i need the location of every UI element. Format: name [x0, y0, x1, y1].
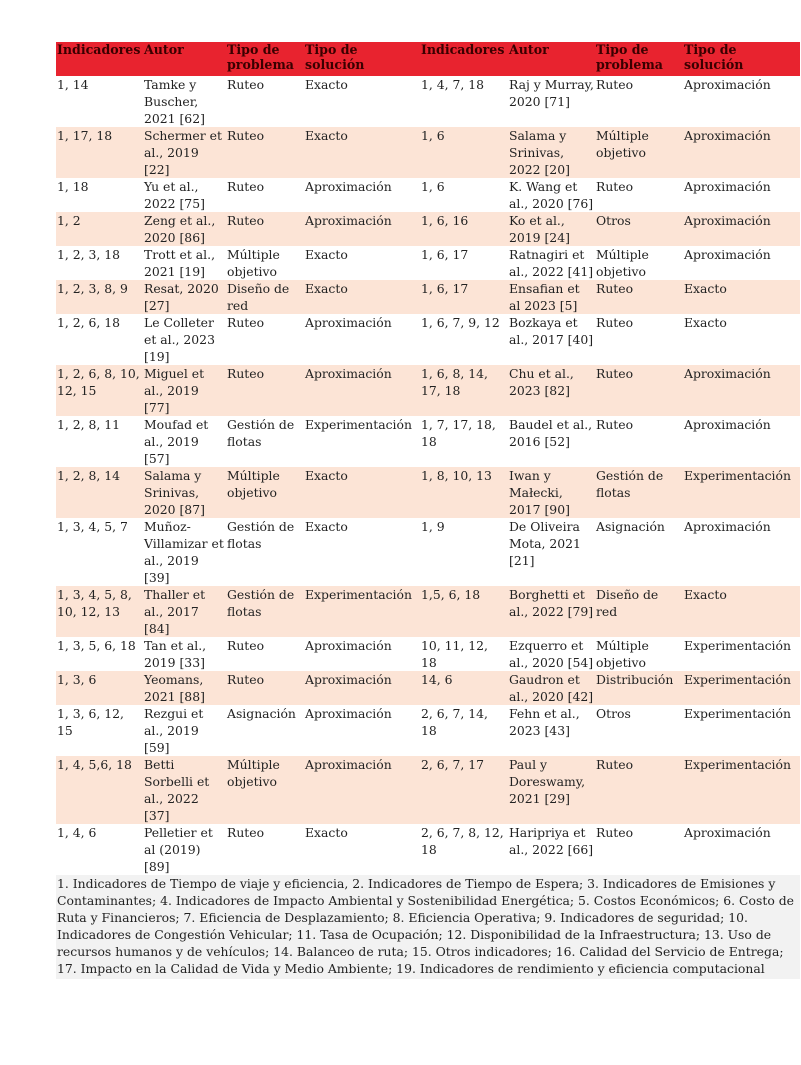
- cell-indicadores: 1, 6, 17: [420, 246, 508, 280]
- cell-tipo-solucion: Aproximación: [304, 314, 420, 365]
- table-row: [56, 365, 800, 416]
- cell-tipo-solucion: Exacto: [304, 76, 420, 127]
- cell-tipo-problema: Gestión de flotas: [226, 518, 304, 586]
- cell-tipo-problema: Múltiple objetivo: [226, 467, 304, 518]
- cell-indicadores: 2, 6, 7, 8, 12, 18: [420, 824, 508, 875]
- cell-autor: Iwan y Małecki, 2017 [90]: [508, 467, 595, 518]
- cell-autor: Gaudron et al., 2020 [42]: [509, 672, 594, 704]
- cell-autor: Betti Sorbelli et al., 2022 [37]: [143, 756, 226, 824]
- cell-tipo-problema: Gestión de flotas: [595, 467, 683, 518]
- cell-indicadores: 1, 6: [420, 127, 508, 178]
- cell-tipo-problema: Ruteo: [595, 76, 683, 127]
- cell-autor: Thaller et al., 2017 [84]: [143, 586, 226, 637]
- cell-tipo-problema: Ruteo: [226, 671, 304, 705]
- table-row: [56, 518, 800, 586]
- cell-tipo-solucion: Aproximación: [304, 671, 420, 705]
- cell-tipo-solucion: Experimentación: [683, 756, 800, 824]
- cell-autor: Le Colleter et al., 2023 [19]: [143, 314, 226, 365]
- cell-tipo-problema: Distribución: [595, 671, 683, 705]
- cell-autor: Muñoz-Villamizar et al., 2019 [39]: [143, 518, 226, 586]
- table-body: [56, 76, 800, 875]
- cell-autor: Schermer et al., 2019 [22]: [143, 127, 226, 178]
- cell-indicadores: 1, 7, 17, 18, 18: [420, 416, 508, 467]
- cell-indicadores: 1, 6, 8, 14, 17, 18: [420, 365, 508, 416]
- cell-tipo-solucion: Exacto: [304, 246, 420, 280]
- cell-autor: Tan et al., 2019 [33]: [143, 637, 226, 671]
- cell-tipo-problema: Gestión de flotas: [226, 416, 304, 467]
- cell-indicadores: 1, 3, 6, 12, 15: [56, 705, 143, 756]
- cell-tipo-problema: Ruteo: [226, 76, 304, 127]
- header-row: [56, 42, 800, 76]
- cell-tipo-solucion: Exacto: [304, 280, 420, 314]
- table-row: [56, 637, 800, 671]
- table-row: [56, 586, 800, 637]
- cell-tipo-problema: Diseño de red: [595, 586, 683, 637]
- cell-autor: Pelletier et al (2019) [89]: [143, 824, 226, 875]
- cell-tipo-problema: Ruteo: [226, 178, 304, 212]
- cell-indicadores: 1, 2, 8, 11: [56, 416, 143, 467]
- cell-indicadores: 1, 3, 6: [56, 671, 143, 705]
- header-autor-left: Autor: [143, 42, 226, 76]
- cell-tipo-problema: Ruteo: [226, 637, 304, 671]
- cell-indicadores: 1, 2, 3, 18: [56, 246, 143, 280]
- table-row: [56, 467, 800, 518]
- cell-autor: Ko et al., 2019 [24]: [508, 212, 595, 246]
- cell-tipo-problema: Ruteo: [226, 127, 304, 178]
- cell-autor: Paul y Doreswamy, 2021 [29]: [508, 756, 595, 824]
- cell-tipo-problema: Ruteo: [595, 365, 683, 416]
- cell-indicadores: 1, 9: [420, 518, 508, 586]
- cell-autor: Salama y Srinivas, 2020 [87]: [143, 467, 226, 518]
- cell-autor: Resat, 2020 [27]: [143, 280, 226, 314]
- cell-tipo-solucion: Exacto: [304, 824, 420, 875]
- table-row: [56, 824, 800, 875]
- cell-autor: Borghetti et al., 2022 [79]: [508, 586, 595, 637]
- cell-tipo-problema: Ruteo: [595, 178, 683, 212]
- cell-tipo-solucion: Aproximación: [683, 365, 800, 416]
- cell-autor: Moufad et al., 2019 [57]: [143, 416, 226, 467]
- cell-tipo-problema: Ruteo: [226, 212, 304, 246]
- header-indicadores-left: Indicadores: [56, 42, 143, 76]
- cell-autor: K. Wang et al., 2020 [76]: [509, 179, 594, 211]
- header-autor-right: Autor: [508, 42, 595, 76]
- cell-tipo-solucion: Aproximación: [683, 178, 800, 212]
- cell-autor: Ratnagiri et al., 2022 [41]: [509, 247, 594, 279]
- cell-tipo-solucion: Exacto: [683, 280, 800, 314]
- cell-autor: Salama y Srinivas, 2022 [20]: [508, 127, 595, 178]
- cell-tipo-solucion: Experimentación: [304, 416, 420, 467]
- cell-autor: Baudel et al., 2016 [52]: [508, 416, 595, 467]
- cell-autor: Miguel et al., 2019 [77]: [143, 365, 226, 416]
- cell-tipo-solucion: Aproximación: [304, 178, 420, 212]
- cell-autor: Zeng et al., 2020 [86]: [143, 212, 226, 246]
- cell-autor: Haripriya et al., 2022 [66]: [508, 824, 595, 875]
- cell-indicadores: 1, 2, 3, 8, 9: [56, 280, 143, 314]
- cell-indicadores: 1, 3, 4, 5, 7: [56, 518, 143, 586]
- cell-tipo-solucion: Aproximación: [683, 127, 800, 178]
- cell-tipo-solucion: Aproximación: [304, 212, 420, 246]
- cell-tipo-solucion: Exacto: [304, 518, 420, 586]
- cell-tipo-problema: Múltiple objetivo: [595, 246, 683, 280]
- table-legend: 1. Indicadores de Tiempo de viaje y eficiencia, 2. Indicadores de Tiempo de Espera; 3. Indicadores de Emisiones y Contaminantes; 4. Indicadores de Impacto Ambiental y Sostenibilidad Energética; 5. Costos Económicos; 6. Costo de Ruta y Financieros; 7. Eficiencia de Desplazamiento; 8. Eficiencia Operativa; 9. Indicadores de seguridad; 10. Indicadores de Congestión Vehicular; 11. Tasa de Ocupación; 12. Disponibilidad de la Infraestructura; 13. Uso de recursos humanos y de vehículos; 14. Balanceo de ruta; 15. Otros indicadores; 16. Calidad del Servicio de Entrega; 17. Impacto en la Calidad de Vida y Medio Ambiente; 19. Indicadores de rendimiento y eficiencia computacional: [56, 875, 800, 979]
- cell-tipo-solucion: Exacto: [683, 586, 800, 637]
- table-header: [56, 42, 800, 76]
- cell-tipo-solucion: Aproximación: [304, 365, 420, 416]
- header-tipo-problema-right: Tipo de problema: [595, 42, 683, 76]
- cell-tipo-problema: Ruteo: [226, 314, 304, 365]
- cell-autor: Trott et al., 2021 [19]: [143, 246, 226, 280]
- cell-indicadores: 1, 4, 5,6, 18: [56, 756, 143, 824]
- cell-tipo-solucion: Exacto: [683, 314, 800, 365]
- cell-tipo-solucion: Experimentación: [683, 705, 800, 756]
- table-row: [56, 280, 800, 314]
- cell-tipo-solucion: Aproximación: [304, 756, 420, 824]
- cell-autor: Yeomans, 2021 [88]: [143, 671, 226, 705]
- cell-tipo-problema: Diseño de red: [226, 280, 304, 314]
- cell-indicadores: 1, 14: [56, 76, 143, 127]
- cell-tipo-solucion: Experimentación: [683, 671, 800, 705]
- cell-indicadores: 2, 6, 7, 17: [420, 756, 508, 824]
- cell-indicadores: 1, 6, 17: [420, 280, 508, 314]
- cell-tipo-problema: Otros: [595, 705, 683, 756]
- cell-tipo-solucion: Aproximación: [683, 518, 800, 586]
- cell-tipo-problema: Ruteo: [226, 365, 304, 416]
- cell-autor: Ezquerro et al., 2020 [54]: [509, 638, 594, 670]
- cell-indicadores: 2, 6, 7, 14, 18: [420, 705, 508, 756]
- cell-tipo-problema: Otros: [595, 212, 683, 246]
- cell-tipo-problema: Múltiple objetivo: [595, 637, 683, 671]
- cell-tipo-solucion: Exacto: [304, 127, 420, 178]
- cell-indicadores: 1, 8, 10, 13: [420, 467, 508, 518]
- cell-tipo-solucion: Aproximación: [683, 824, 800, 875]
- cell-indicadores: 1, 4, 6: [56, 824, 143, 875]
- cell-tipo-problema: Ruteo: [595, 416, 683, 467]
- cell-tipo-problema: Múltiple objetivo: [226, 246, 304, 280]
- cell-autor: Ensafian et al 2023 [5]: [508, 280, 595, 314]
- cell-indicadores: 14, 6: [420, 671, 508, 705]
- header-indicadores-right: Indicadores: [420, 42, 508, 76]
- table-row: [56, 671, 800, 705]
- cell-tipo-solucion: Aproximación: [683, 76, 800, 127]
- cell-tipo-solucion: Experimentación: [304, 586, 420, 637]
- cell-tipo-solucion: Aproximación: [683, 246, 800, 280]
- cell-tipo-solucion: Experimentación: [683, 637, 800, 671]
- header-tipo-problema-left: Tipo de problema: [226, 42, 304, 76]
- cell-tipo-problema: Ruteo: [226, 824, 304, 875]
- cell-indicadores: 1, 18: [56, 178, 143, 212]
- cell-indicadores: 1, 2, 6, 18: [56, 314, 143, 365]
- cell-indicadores: 1, 3, 5, 6, 18: [56, 637, 143, 671]
- cell-indicadores: 1, 2, 8, 14: [56, 467, 143, 518]
- cell-tipo-problema: Ruteo: [595, 280, 683, 314]
- cell-tipo-problema: Ruteo: [595, 756, 683, 824]
- cell-indicadores: 1,5, 6, 18: [420, 586, 508, 637]
- cell-tipo-solucion: Aproximación: [304, 705, 420, 756]
- table-row: [56, 314, 800, 365]
- cell-indicadores: 10, 11, 12, 18: [420, 637, 508, 671]
- cell-autor: Rezgui et al., 2019 [59]: [143, 705, 226, 756]
- cell-tipo-solucion: Experimentación: [683, 467, 800, 518]
- cell-tipo-problema: Asignación: [595, 518, 683, 586]
- cell-indicadores: 1, 6, 16: [420, 212, 508, 246]
- table-row: [56, 705, 800, 756]
- cell-indicadores: 1, 2: [56, 212, 143, 246]
- cell-tipo-solucion: Exacto: [304, 467, 420, 518]
- cell-autor: De Oliveira Mota, 2021 [21]: [508, 518, 595, 586]
- cell-tipo-problema: Asignación: [226, 705, 304, 756]
- cell-autor: Chu et al., 2023 [82]: [508, 365, 595, 416]
- cell-indicadores: 1, 3, 4, 5, 8, 10, 12, 13: [56, 586, 143, 637]
- table-row: [56, 756, 800, 824]
- cell-indicadores: 1, 6: [420, 178, 508, 212]
- cell-indicadores: 1, 17, 18: [56, 127, 143, 178]
- cell-tipo-problema: Ruteo: [595, 824, 683, 875]
- cell-tipo-problema: Múltiple objetivo: [595, 127, 683, 178]
- header-tipo-solucion-left: Tipo de solución: [304, 42, 420, 76]
- indicators-table: [56, 42, 800, 875]
- cell-indicadores: 1, 2, 6, 8, 10, 12, 15: [56, 365, 143, 416]
- cell-tipo-problema: Ruteo: [595, 314, 683, 365]
- document-table-container: [56, 42, 800, 979]
- cell-indicadores: 1, 6, 7, 9, 12: [420, 314, 508, 365]
- table-row: [56, 76, 800, 127]
- table-row: [56, 246, 800, 280]
- cell-autor: Yu et al., 2022 [75]: [143, 178, 226, 212]
- cell-autor: Bozkaya et al., 2017 [40]: [508, 314, 595, 365]
- cell-autor: Raj y Murray, 2020 [71]: [508, 76, 595, 127]
- cell-tipo-problema: Múltiple objetivo: [226, 756, 304, 824]
- table-row: [56, 212, 800, 246]
- table-row: [56, 416, 800, 467]
- cell-autor: Tamke y Buscher, 2021 [62]: [143, 76, 226, 127]
- table-row: [56, 178, 800, 212]
- cell-tipo-solucion: Aproximación: [304, 637, 420, 671]
- table-row: [56, 127, 800, 178]
- cell-autor: Fehn et al., 2023 [43]: [508, 705, 595, 756]
- cell-tipo-problema: Gestión de flotas: [226, 586, 304, 637]
- header-tipo-solucion-right: Tipo de solución: [683, 42, 800, 76]
- cell-tipo-solucion: Aproximación: [683, 212, 800, 246]
- cell-tipo-solucion: Aproximación: [683, 416, 800, 467]
- cell-indicadores: 1, 4, 7, 18: [420, 76, 508, 127]
